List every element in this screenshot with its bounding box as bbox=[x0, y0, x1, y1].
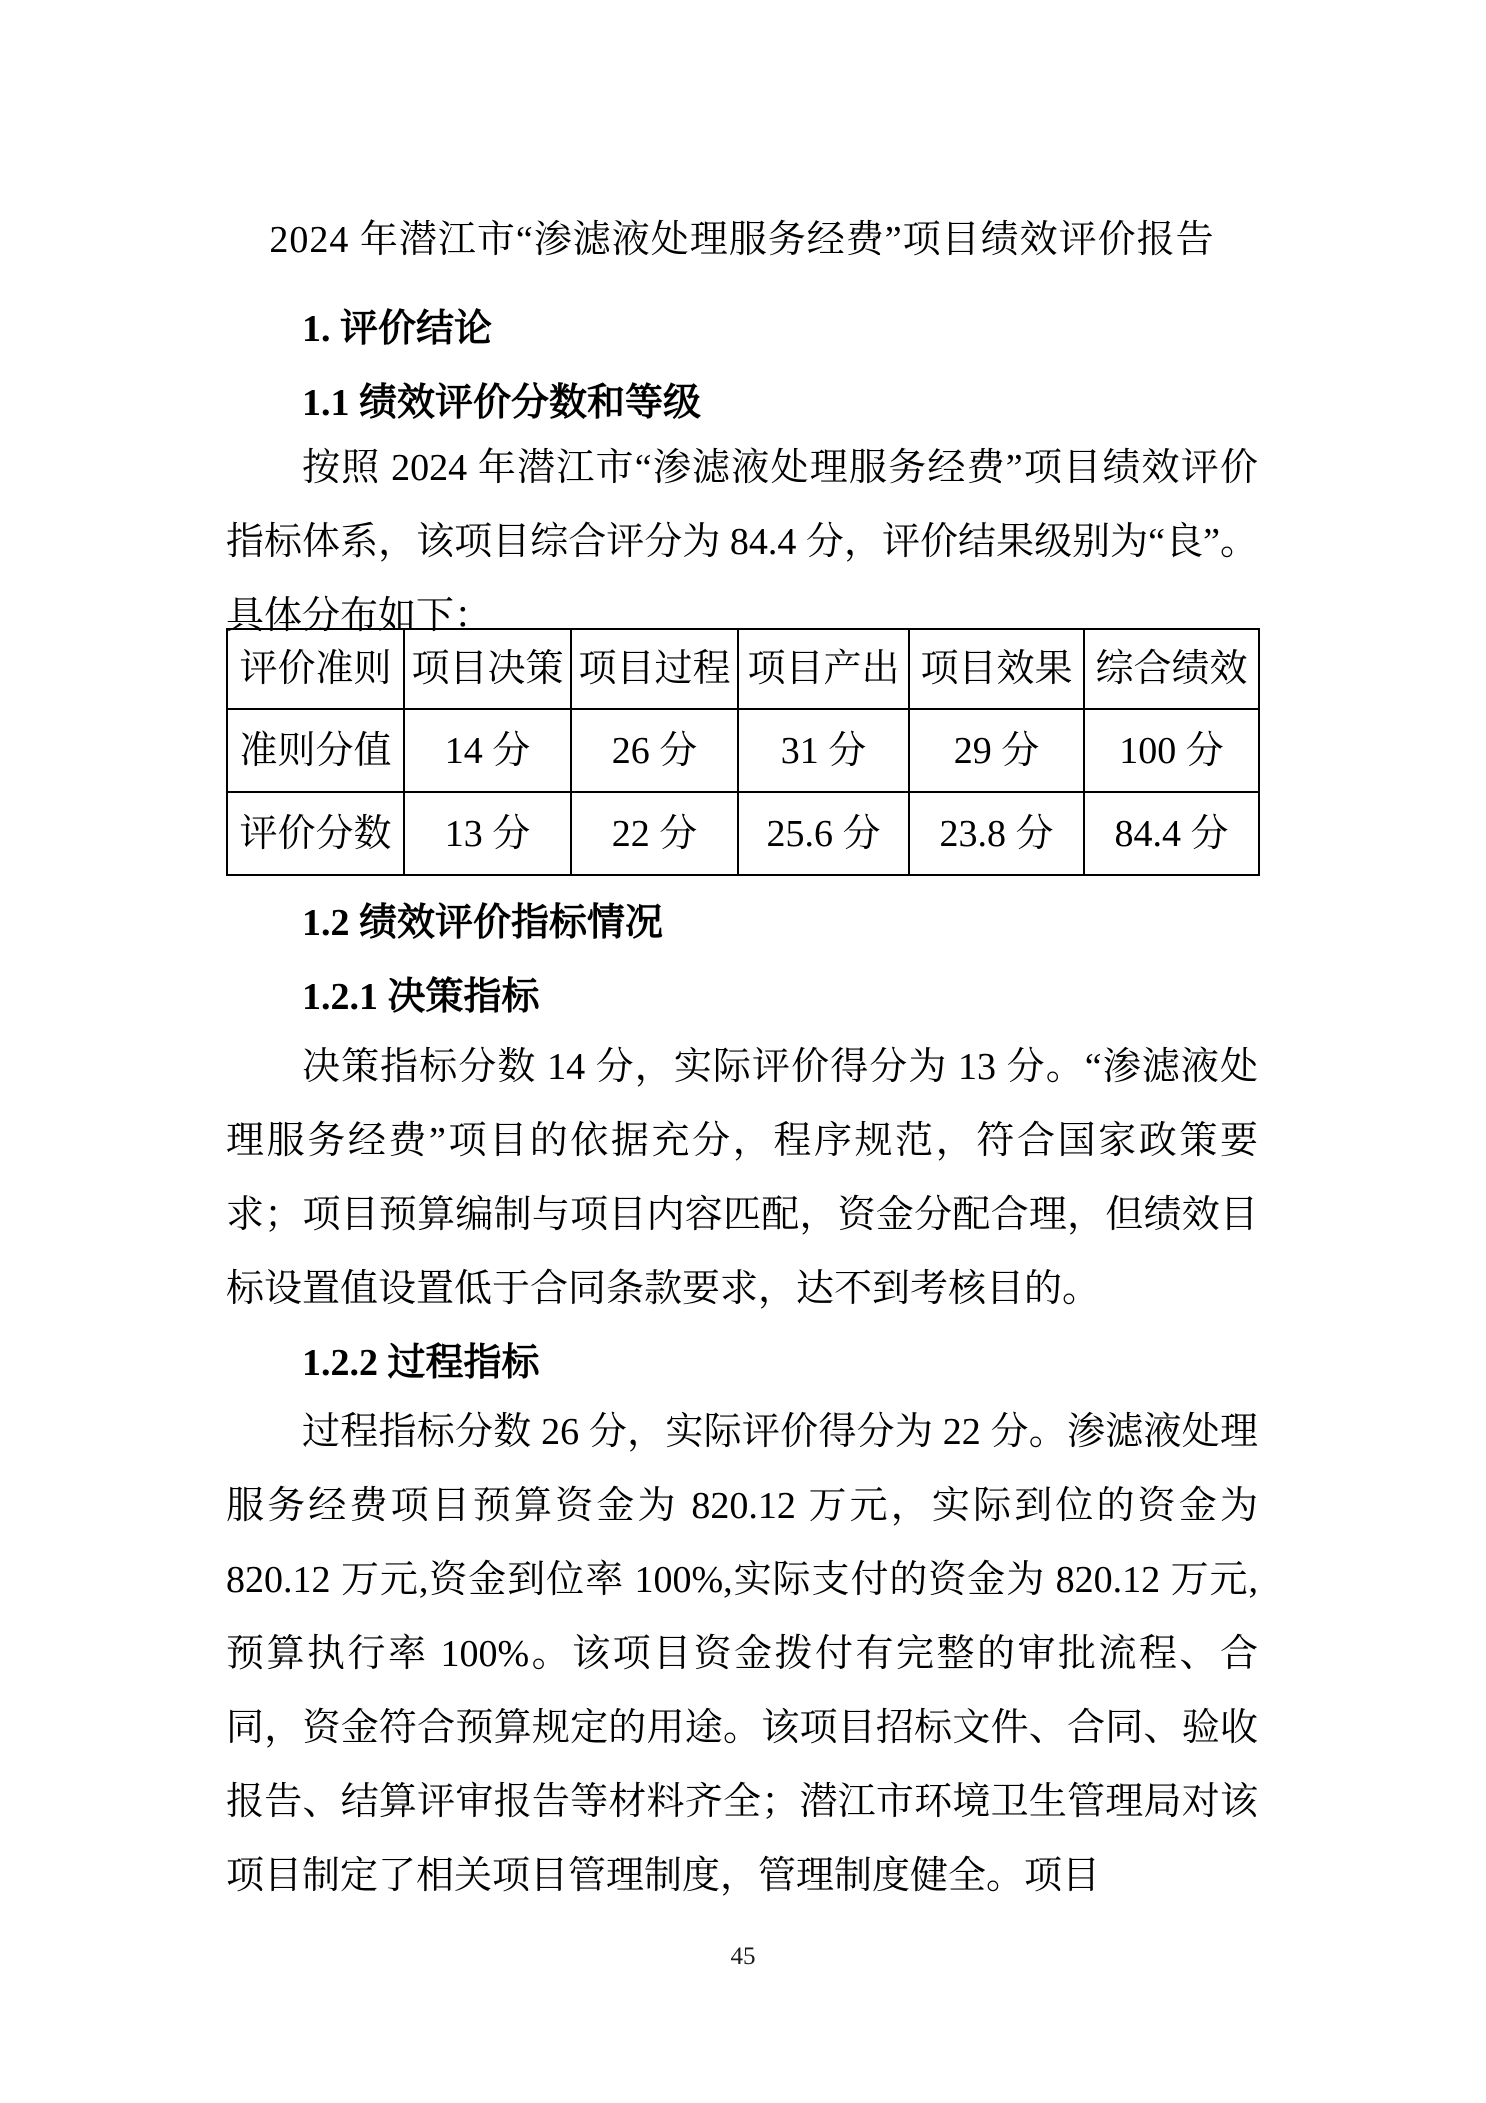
paragraph-evaluation-summary: 按照 2024 年潜江市“渗滤液处理服务经费”项目绩效评价指标体系，该项目综合评分为 84.4 分，评价结果级别为“良”。具体分布如下： bbox=[226, 447, 1258, 637]
table-cell: 25.6 分 bbox=[738, 792, 909, 875]
section-heading-1-2-1: 1.2.1 决策指标 bbox=[302, 976, 540, 1018]
table-cell: 准则分值 bbox=[227, 709, 404, 792]
table-header-cell: 评价准则 bbox=[227, 629, 404, 709]
table-cell: 29 分 bbox=[909, 709, 1084, 792]
table-cell: 100 分 bbox=[1084, 709, 1259, 792]
table-row-criterion-score bbox=[227, 709, 1259, 792]
table-cell: 22 分 bbox=[571, 792, 738, 875]
table-header-row bbox=[227, 629, 1259, 709]
table-cell: 23.8 分 bbox=[909, 792, 1084, 875]
table-header-cell: 综合绩效 bbox=[1084, 629, 1259, 709]
document-title: 2024 年潜江市“渗滤液处理服务经费”项目绩效评价报告 bbox=[269, 219, 1215, 261]
score-distribution-table bbox=[226, 628, 1260, 876]
table-header-cell: 项目决策 bbox=[404, 629, 571, 709]
table-cell: 31 分 bbox=[738, 709, 909, 792]
table-cell: 13 分 bbox=[404, 792, 571, 875]
table-cell: 84.4 分 bbox=[1084, 792, 1259, 875]
table-cell: 26 分 bbox=[571, 709, 738, 792]
section-heading-1: 1. 评价结论 bbox=[302, 308, 493, 350]
table-cell: 14 分 bbox=[404, 709, 571, 792]
table-cell: 评价分数 bbox=[227, 792, 404, 875]
section-heading-1-2: 1.2 绩效评价指标情况 bbox=[302, 902, 664, 944]
paragraph-decision-indicators: 决策指标分数 14 分，实际评价得分为 13 分。“渗滤液处理服务经费”项目的依据充分，程序规范，符合国家政策要求；项目预算编制与项目内容匹配，资金分配合理，但绩效目标设置值设置低于合同条款要求，达不到考核目的。 bbox=[226, 1046, 1258, 1310]
paragraph-process-indicators: 过程指标分数 26 分，实际评价得分为 22 分。渗滤液处理服务经费项目预算资金为 820.12 万元，实际到位的资金为 820.12 万元,资金到位率 100%,实际支付的资金为 820.12 万元,预算执行率 100%。该项目资金拨付有完整的审批流程、合同，资金符合预算规定的用途。该项目招标文件、合同、验收报告、结算评审报告等材料齐全；潜江市环境卫生管理局对该项目制定了相关项目管理制度，管理制度健全。项目 bbox=[226, 1411, 1258, 1897]
table-header-cell: 项目效果 bbox=[909, 629, 1084, 709]
table-row-evaluation-score bbox=[227, 792, 1259, 875]
table-header-cell: 项目产出 bbox=[738, 629, 909, 709]
page-number: 45 bbox=[730, 1943, 756, 1970]
section-heading-1-2-2: 1.2.2 过程指标 bbox=[302, 1342, 540, 1384]
table-header-cell: 项目过程 bbox=[571, 629, 738, 709]
section-heading-1-1: 1.1 绩效评价分数和等级 bbox=[302, 382, 702, 424]
